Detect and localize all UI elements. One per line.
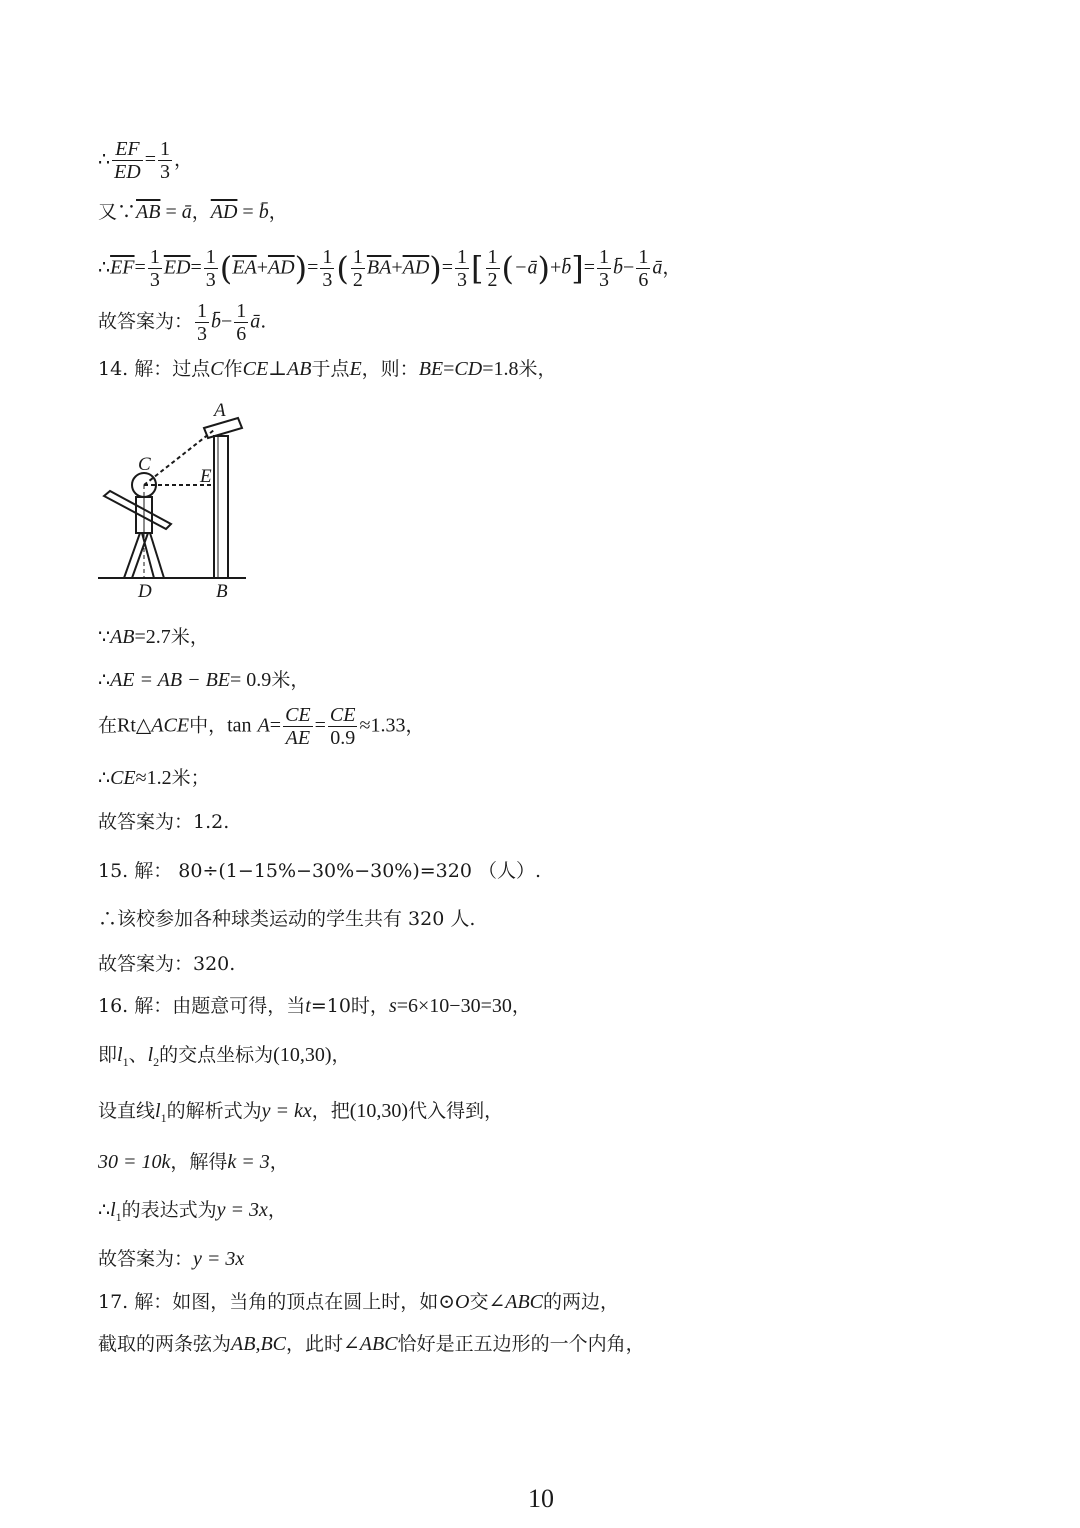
bracket-close: ] xyxy=(571,249,584,288)
sec13-answer xyxy=(98,300,266,345)
page-number: 10 xyxy=(528,1484,554,1513)
punct: ， xyxy=(268,201,288,223)
answer-label: 故答案为： xyxy=(98,1248,194,1270)
tan-func: tan xyxy=(227,714,252,737)
frac-num: 1 xyxy=(487,246,498,268)
fraction xyxy=(320,246,334,291)
unit: 米， xyxy=(170,626,209,648)
therefore-symbol: ∴ xyxy=(98,256,111,279)
frac-num: CE xyxy=(285,704,311,726)
vector-a: ā xyxy=(181,201,192,223)
equals: = xyxy=(314,714,326,737)
therefore-symbol: ∴ xyxy=(98,669,111,691)
text: 、 xyxy=(128,1044,148,1066)
punct: ， xyxy=(331,1044,351,1066)
paren-open: ( xyxy=(219,249,233,288)
vector-a: ā xyxy=(250,310,261,333)
text: ，把 xyxy=(311,1100,350,1122)
pole xyxy=(214,436,228,578)
fraction xyxy=(234,300,248,345)
expression: AE = AB − BE xyxy=(110,669,231,691)
frac-num: 1 xyxy=(197,300,208,322)
text: 又∵ xyxy=(98,201,137,223)
equals: = xyxy=(441,256,454,279)
frac-den: 3 xyxy=(197,323,208,345)
vector-ef: $\overline{EF}$ xyxy=(110,256,135,279)
equals: = xyxy=(583,256,596,279)
equals: = xyxy=(307,256,319,279)
bracket-open: [ xyxy=(471,249,484,288)
frac-den: 6 xyxy=(638,269,649,291)
punct: ， xyxy=(267,1199,287,1221)
segment-ab: AB xyxy=(110,626,135,648)
minus: − xyxy=(623,256,635,279)
frac-den: 3 xyxy=(160,161,171,183)
rt-triangle: Rt△ xyxy=(117,714,152,737)
value: = 0.9 xyxy=(230,669,272,691)
frac-den: 3 xyxy=(149,269,160,291)
text: 17. 解：如图，当角的顶点在圆上时，如 xyxy=(98,1291,439,1313)
frac-num: 1 xyxy=(160,138,171,160)
sec17-line2 xyxy=(98,1331,645,1357)
sec15-answer: 故答案为：320. xyxy=(98,953,236,975)
approx-value: ≈1.33 xyxy=(359,714,406,737)
paren-close: ) xyxy=(294,249,308,288)
text: 的解析式为 xyxy=(166,1100,262,1122)
frac-num: 1 xyxy=(205,246,216,268)
angle-abc: ∠ABC xyxy=(343,1333,398,1355)
fraction-one-third xyxy=(158,138,172,183)
sec15-line2: ∴该校参加各种球类运动的学生共有 320 人. xyxy=(98,908,476,930)
plus: + xyxy=(391,256,403,279)
unit: 米； xyxy=(171,767,210,789)
equals: = xyxy=(190,256,202,279)
expression: =6×10−30=30 xyxy=(396,995,512,1017)
text: 作 xyxy=(223,358,243,380)
angle-a: A xyxy=(257,714,270,737)
text: 的表达式为 xyxy=(121,1199,217,1221)
triangle-ace: ACE xyxy=(151,714,190,737)
equation: 30 = 10k xyxy=(98,1151,171,1173)
text: 在 xyxy=(98,714,118,737)
line-l: l xyxy=(155,1100,161,1122)
frac-num: CE xyxy=(329,704,356,726)
segment-ab: AB xyxy=(287,358,312,380)
text: 的两边， xyxy=(543,1291,620,1313)
equals: = xyxy=(144,148,157,171)
plus: + xyxy=(256,256,268,279)
sec17-line1 xyxy=(98,1289,619,1315)
frac-den: 3 xyxy=(322,269,333,291)
point-coord: (10,30) xyxy=(273,1044,332,1066)
label-c: C xyxy=(138,454,151,475)
value: ≈1.2 xyxy=(135,767,172,789)
punct: ， xyxy=(269,1151,289,1173)
frac-num: 1 xyxy=(236,300,247,322)
chords: AB,BC xyxy=(231,1333,287,1355)
geometry-figure xyxy=(96,398,266,602)
vector-b: b̄ xyxy=(561,256,572,279)
text: 16. 解：由题意可得，当 xyxy=(98,995,306,1017)
frac-num: EF xyxy=(112,138,143,161)
text: =10时， xyxy=(310,995,389,1017)
frac-den: 3 xyxy=(457,269,468,291)
minus: − xyxy=(221,310,233,333)
fraction xyxy=(455,246,469,291)
subscript: 1 xyxy=(115,1209,122,1224)
text: 中， xyxy=(189,714,228,737)
text: 设直线 xyxy=(98,1100,156,1122)
answer-label: 故答案为： xyxy=(98,310,194,333)
subscript: 1 xyxy=(122,1054,129,1069)
text: 代入得到， xyxy=(408,1100,504,1122)
circle-o: ⊙O xyxy=(438,1291,470,1313)
punct: . xyxy=(260,310,267,333)
segment-ce: CE xyxy=(110,767,136,789)
frac-den: 6 xyxy=(236,323,247,345)
text: 即 xyxy=(98,1044,118,1066)
label-b: B xyxy=(216,581,228,602)
unit: 米， xyxy=(271,669,310,691)
frac-den: 3 xyxy=(205,269,216,291)
vector-ab: $\overline{AB}$ xyxy=(136,201,161,223)
fraction-ce-ae xyxy=(283,704,313,749)
text: ，此时 xyxy=(286,1333,344,1355)
fraction xyxy=(204,246,218,291)
var-t: t xyxy=(305,995,311,1017)
punct: ， xyxy=(662,256,682,279)
vector-ad: $\overline{AD}$ xyxy=(210,201,238,223)
frac-den: 2 xyxy=(352,269,363,291)
line-l: l xyxy=(117,1044,123,1066)
frac-num: 1 xyxy=(599,246,610,268)
frac-num: 1 xyxy=(322,246,333,268)
therefore-symbol: ∴ xyxy=(98,1199,111,1221)
point-c: C xyxy=(210,358,224,380)
because-symbol: ∵ xyxy=(98,626,111,648)
point-e: E xyxy=(349,358,362,380)
plus: + xyxy=(550,256,562,279)
frac-den: 3 xyxy=(599,269,610,291)
label-d: D xyxy=(138,581,152,602)
segment-be: BE xyxy=(418,358,444,380)
equation: y = kx xyxy=(261,1100,312,1122)
value: =2.7 xyxy=(134,626,171,648)
line-l: l xyxy=(147,1044,154,1066)
paren-open: ( xyxy=(501,249,515,288)
therefore-symbol: ∴ xyxy=(98,767,111,789)
sec14-answer: 故答案为：1.2. xyxy=(98,811,230,833)
fraction-ce-09 xyxy=(328,704,358,749)
therefore-symbol: ∴ xyxy=(98,148,111,171)
sec16-line5 xyxy=(98,1197,287,1230)
text: ，解得 xyxy=(170,1151,228,1173)
text: 于点 xyxy=(311,358,350,380)
frac-num: 1 xyxy=(638,246,649,268)
sec13-line1 xyxy=(98,138,193,183)
person-leg xyxy=(124,533,140,578)
sec16-line3 xyxy=(98,1098,503,1131)
sec14-given xyxy=(98,624,209,650)
point-coord: (10,30) xyxy=(349,1100,409,1122)
sec13-line3 xyxy=(98,246,681,291)
punct: ， xyxy=(405,714,425,737)
vector-ed: $\overline{ED}$ xyxy=(163,256,191,279)
text: ，则： xyxy=(361,358,419,380)
frac-den: 2 xyxy=(487,269,498,291)
equals: = xyxy=(134,256,146,279)
value: =1.8 xyxy=(482,358,519,380)
sec14-intro xyxy=(98,356,557,382)
unit: 米， xyxy=(518,358,557,380)
text: 恰好是正五边形的一个内角， xyxy=(397,1333,645,1355)
segment-cd: CD xyxy=(454,358,483,380)
sec16-line1 xyxy=(98,993,531,1019)
equals: = xyxy=(443,358,455,380)
punct: ， xyxy=(174,148,194,171)
frac-den: AE xyxy=(285,727,311,749)
equals: = xyxy=(237,201,259,223)
angle-abc: ∠ABC xyxy=(488,1291,544,1313)
result: k = 3 xyxy=(227,1151,270,1173)
sec13-line2 xyxy=(98,199,288,225)
sec16-answer xyxy=(98,1246,244,1272)
frac-num: 1 xyxy=(149,246,160,268)
punct: ， xyxy=(191,201,211,223)
equals: = xyxy=(160,201,182,223)
vector-a: ā xyxy=(652,256,663,279)
subscript: 2 xyxy=(153,1054,160,1069)
equals: = xyxy=(269,714,282,737)
sec16-line4 xyxy=(98,1149,289,1175)
line-l: l xyxy=(110,1199,116,1221)
fraction-ef-ed xyxy=(112,138,143,183)
perp-symbol: ⊥ xyxy=(268,358,287,380)
vector-b: b̄ xyxy=(211,310,222,333)
vector-ad: $\overline{AD}$ xyxy=(402,256,430,279)
frac-num: 1 xyxy=(352,246,363,268)
fraction xyxy=(486,246,500,291)
var-s: s xyxy=(388,995,397,1017)
punct: ， xyxy=(511,995,531,1017)
paren-close: ) xyxy=(429,249,442,288)
text: 交 xyxy=(469,1291,489,1313)
subscript: 1 xyxy=(160,1110,167,1125)
vector-b: b̄ xyxy=(258,201,269,223)
vector-ad: $\overline{AD}$ xyxy=(267,256,295,279)
equation: y = 3x xyxy=(193,1248,245,1270)
fraction xyxy=(195,300,209,345)
fraction xyxy=(351,246,365,291)
frac-den: ED xyxy=(114,161,141,183)
sec16-line2 xyxy=(98,1042,351,1075)
vector-ba: $\overline{BA}$ xyxy=(366,256,392,279)
fraction xyxy=(636,246,650,291)
sec14-ae xyxy=(98,667,309,693)
equation: y = 3x xyxy=(216,1199,268,1221)
segment-ce: CE xyxy=(242,358,269,380)
sec14-tan xyxy=(98,704,424,749)
vector-ea: $\overline{EA}$ xyxy=(232,256,257,279)
paren-close: ) xyxy=(537,249,550,288)
sec15-line1: 15. 解： 80÷(1−15%−30%−30%)=320 （人）. xyxy=(98,860,542,882)
frac-den: 0.9 xyxy=(330,727,356,749)
fraction xyxy=(148,246,162,291)
neg-vector-a: −ā xyxy=(514,256,538,279)
text: 14. 解：过点 xyxy=(98,358,211,380)
person-leg xyxy=(132,533,148,578)
fraction xyxy=(597,246,611,291)
label-e: E xyxy=(200,466,212,487)
sec14-ce xyxy=(98,765,210,791)
vector-b: b̄ xyxy=(613,256,624,279)
text: 的交点坐标为 xyxy=(159,1044,274,1066)
frac-num: 1 xyxy=(457,246,468,268)
text: 截取的两条弦为 xyxy=(98,1333,232,1355)
paren-open: ( xyxy=(336,249,349,288)
label-a: A xyxy=(214,400,226,421)
